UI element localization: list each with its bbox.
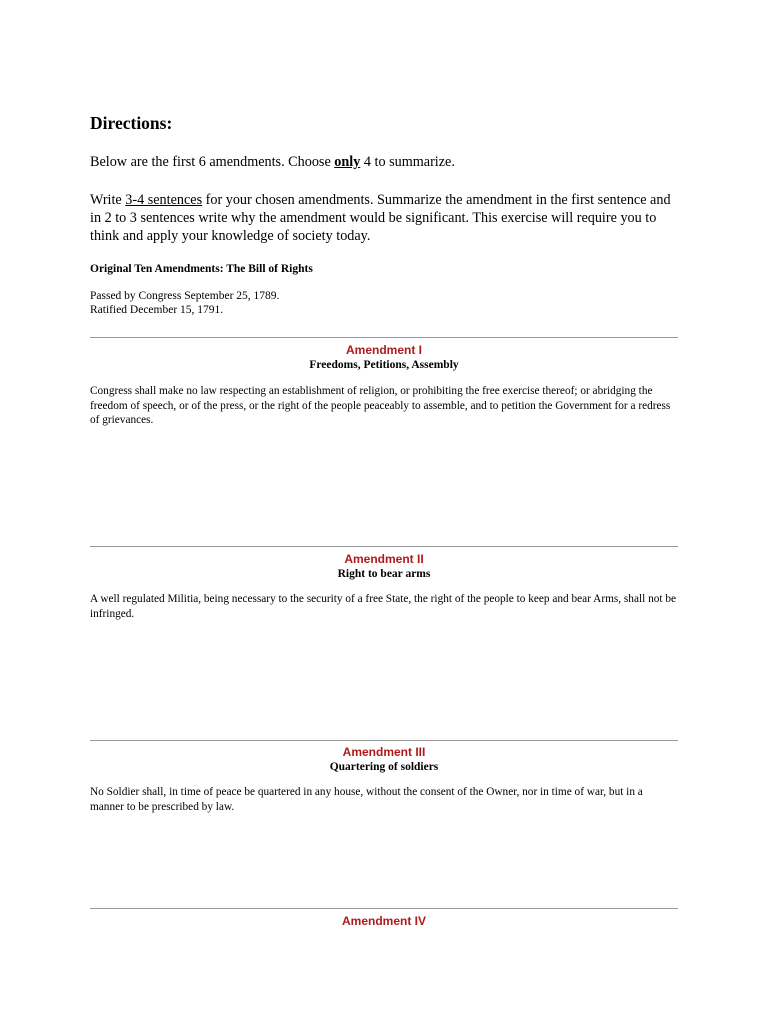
instruction-text: for your chosen amendments. Summarize the amendment in the first sentence and in 2 to 3 sentences write why the amendment would be significant. This exercise will require you to think and apply your knowledge of society today. [90,192,671,244]
instruction-text: 4 to summarize. [360,154,455,170]
ratified-date: Ratified December 15, 1791. [90,304,224,316]
amendment-text: No Soldier shall, in time of peace be quartered in any house, without the consent of the Owner, nor in time of war, but in a manner to be prescribed by law. [90,786,643,813]
amendment-title: Amendment III [342,745,426,759]
amendment-title: Amendment IV [341,914,426,928]
instruction-text: Below are the first 6 amendments. Choose [90,154,335,170]
amendment-subtitle: Freedoms, Petitions, Assembly [309,359,459,371]
section-divider [90,740,678,741]
amendment-title: Amendment II [344,552,424,566]
section-divider [90,908,678,909]
section-divider [90,337,678,338]
bill-of-rights-dates [90,289,279,317]
bill-of-rights-title: Original Ten Amendments: The Bill of Rights [90,263,313,275]
passed-date: Passed by Congress September 25, 1789. [90,290,280,302]
amendment-subtitle: Quartering of soldiers [329,761,439,773]
directions-instruction-write [90,191,678,245]
amendment-text: Congress shall make no law respecting an establishment of religion, or prohibiting the free exercise thereof; or abridging the freedom of speech, or of the press, or the right of the people peaceably to assemble, and to petition the Government for a redress of grievances. [90,385,671,426]
sentence-count-underlined: 3-4 sentences [125,192,203,208]
amendment-text: A well regulated Militia, being necessary to the security of a free State, the right of the people to keep and bear Arms, shall not be infringed. [90,593,676,620]
only-emphasis: only [334,154,361,170]
section-divider [90,546,678,547]
directions-heading: Directions: [90,113,173,133]
directions-instruction-choose [90,153,678,171]
amendment-title: Amendment I [345,343,422,357]
instruction-text: Write [90,192,126,208]
amendment-subtitle: Right to bear arms [337,568,431,580]
